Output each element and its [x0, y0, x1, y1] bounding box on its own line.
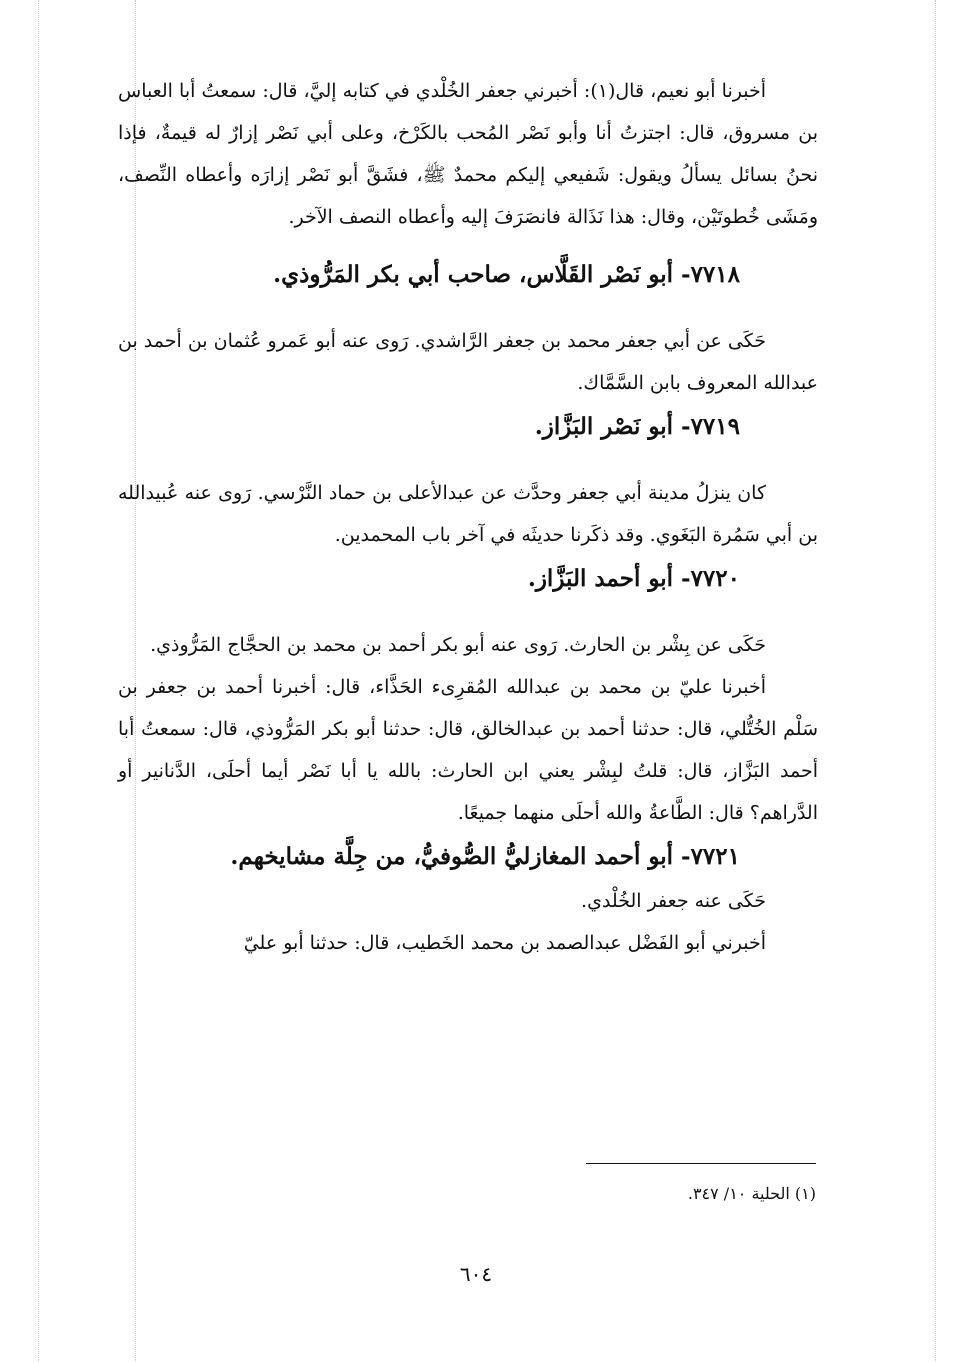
footnote-divider	[586, 1163, 816, 1164]
scan-guide-line	[935, 0, 936, 1362]
paragraph: حَكَى عن أبي جعفر محمد بن جعفر الرَّاشدي. رَوى عنه أبو عَمرو عُثمان بن أحمد بن عبدالله المعروف بابن السَّمَّاك.	[118, 330, 818, 394]
entry-heading: ٧٧١٩- أبو نَصْر البَزَّاز.	[534, 413, 740, 440]
paragraph: أخبرنا أبو نعيم، قال(١): أخبرني جعفر الخُلْدي في كتابه إليَّ، قال: سمعتُ أبا العباس بن مسروق، قال: اجتزتُ أنا وأبو نَصْر المُحب بالكَرْخ، وعلى أبي نَصْر إزارٌ له قيمةٌ، فإذا نحنُ بسائل يسألُ ويقول: شَفيعي إليكم محمدٌ ﷺ، فشَقَّ أبو نَصْر إزارَه وأعطاه النِّصف، ومَشَى خُطوتَيْن، وقال: هذا نَذَالة فانصَرَفَ إليه وأعطاه النصف الآخر.	[118, 80, 819, 228]
main-text	[118, 70, 818, 964]
entry-heading: ٧٧١٨- أبو نَصْر القَلَّاس، صاحب أبي بكر المَرُّوذي.	[273, 261, 740, 288]
footnote: (١) الحلية ١٠/ ٣٤٧.	[687, 1184, 816, 1203]
paragraph: كان ينزلُ مدينة أبي جعفر وحدَّث عن عبدالأعلى بن حماد النَّرْسي. رَوى عنه عُبيدالله بن أبي سَمُرة البَغَوي. وقد ذكَرنا حديثَه في آخر باب المحمدين.	[118, 482, 818, 546]
entry-heading: ٧٧٢٠- أبو أحمد البَزَّاز.	[527, 565, 740, 592]
paragraph: أخبرني أبو الفَضْل عبدالصمد بن محمد الخَطيب، قال: حدثنا أبو عليّ	[243, 932, 766, 954]
paragraph: أخبرنا عليّ بن محمد بن عبدالله المُقرِىء الحَذَّاء، قال: أخبرنا أحمد بن جعفر بن سَلْم الخُتُّلي، قال: حدثنا أحمد بن عبدالخالق، قال: حدثنا أبو بكر المَرُّوذي، قال: سمعتُ أبا أحمد البَزَّاز، قال: قلتُ لبِشْر يعني ابن الحارث: بالله يا أبا نَصْر أيما أحلَى، الدَّنانير أو الدَّراهم؟ قال: الطَّاعةُ والله أحلَى منهما جميعًا.	[118, 676, 818, 824]
paragraph: حَكَى عن بِشْر بن الحارث. رَوى عنه أبو بكر أحمد بن محمد بن الحجَّاج المَرُّوذي.	[150, 634, 766, 656]
entry-heading: ٧٧٢١- أبو أحمد المغازليُّ الصُّوفيُّ، من جِلَّة مشايخهم.	[230, 843, 740, 870]
page-number: ٦٠٤	[459, 1262, 493, 1286]
paragraph: حَكَى عنه جعفر الخُلْدي.	[581, 890, 766, 912]
scan-guide-line	[38, 0, 39, 1362]
